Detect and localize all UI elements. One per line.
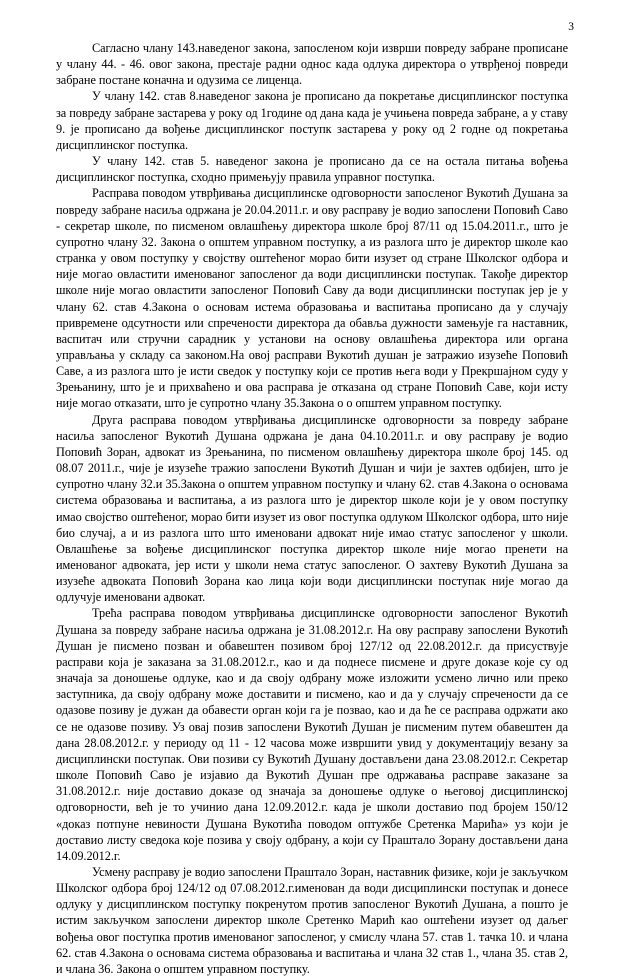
paragraph-first-hearing: Расправа поводом утврђивања дисциплинске одговорности запосленог Вукотић Душана за повреду забране насиља одржана је 20.04.2011.г. и ову расправу је водио запослени Поповић Саво - секретар школе, по писменом овлашћењу директора школе број 87/11 од 15.04.2011.г., што је супротно члану 32. Закона о општем управном поступку, а из разлога што је директор школе као странка у овом поступку у својству оштећеног морао бити изузет од стране Школског одбора и није могао овластити именованог запосленог да води дисциплински поступак. Такође директор школе није могао овластити запосленог Поповић Саву да води дисциплински поступак јер је у члану 62. став 4.Закона о основам истема образовања и васпитања прописано да у случају привремене одсутности или спречености директора да обавља дужности замењује га наставник, васпитач или стручни сарадник у установи на основу овлашћења директора или органа управљања у складу са законом.На овој расправи Вукотић душан је затражио изузеће Поповић Саве, а из разлога што је исти сведок у поступку који се против њега води у Прекршајном суду у Зрењанину, што је и прихваћено и ова расправа је отказана од стране Поповић Саве, који исту није могао отказати, што је супротно члану 35.Закона о о општем управном поступку. [56, 186, 568, 411]
paragraph-oral-hearing: Усмену расправу је водио запослени Праштало Зоран, наставник физике, који је закључком Школског одбора број 124/12 од 07.08.2012.г.именован да води дисциплински поступак и донесе одлуку у дисциплинском поступку покренутом против запосленог Вукотић Душана, а пошто је истим закључком запослени директор школе Сретенко Марић као оштећени изузет од даљег вођења овог поступка против именованог запосленог, у смислу члана 57. став 1. тачка 10. и члана 62. став 4.Закона о основама система образовања и васпитања и члана 32 став 1., члана 35. став 2, и члана 36. Закона о општем управном поступку. [56, 864, 568, 976]
paragraph-third-hearing: Трећа расправа поводом утврђивања дисциплинске одговорности запосленог Вукотић Душана за повреду забране насиља одржана је 31.08.2012.г. На ову расправу запослени Вукотић Душан је писмено позван и обавештен позивом број 127/12 од 22.08.2012.г. да присуствује расправи која је заказана за 31.08.2012.г., као и да поднесе писмене и друге доказе које су од значаја за доношење одлуке, као и да своју одбрану може изложити усмено лично или преко заступника, да своју одбрану може доставити и писмено, као и да у случају спречености да се одазове позиву је дужан да обавести орган који га је позвао, као и да ће се расправа одржати ако се не одазове позиву. Уз овај позив запослени Вукотић Душан је писменим путем обавештен да дана 28.08.2012.г. у периоду од 11 - 12 часова може извршити увид у документацију везану за дисциплински поступак. Ови позиви су Вукотић Душану достављени дана 23.08.2012.г. Секретар школе Поповић Саво је изјавио да Вукотић Душан пре одржавања расправе заказане за 31.08.2012.г. није доставио доказе од значаја за доношење одлуке о његовој дисциплинској одговорности, већ је то учинио дана 12.09.2012.г. када је школи доставио под бројем 150/12 «доказ потпуне невиности Душана Вукотића поводом оптужбе Сретенка Марића» уз који је доставио листу сведока које позива у своју одбрану, а који су Праштало Зорану достављени дана 14.09.2012.г. [56, 606, 568, 863]
page-number: 3 [568, 21, 574, 33]
paragraph-article-142-procedure: У члану 142. став 5. наведеног закона је прописано да се на остала питања вођења дисциплинског поступка, сходно примењују правила управног поступка. [56, 154, 568, 185]
paragraph-second-hearing: Друга расправа поводом утврђивања дисциплинске одговорности за повреду забране насиља запосленог Вукотић Душана одржана је дана 04.10.2011.г. и ову расправу је водио Поповић Зоран, адвокат из Зрењанина, по писменом овлашћењу директора школе број 145. од 08.07 2011.г., чије је изузеће тражио запослени Вукотић Душан и чији је захтев одбијен, што је супротно члану 32.и 35.Закона о општем управном поступку и члану 62. став 4.Закона о основама система образовања и васпитања, а из разлога што је директор школе који је у овом поступку имао својство оштећеног, морао бити изузет из овог поступка одлуком Школског одбора, што није био случај, а и из разлога што што именовани адвокат није имао статус запосленог у школи. Овлашћење за вођење дисциплинског поступка директор школе није могао пренети на именованог адвоката, јер исти у школи нема статус запосленог. О захтеву Вукотић Душана за изузеће адвоката Поповић Зорана као лица који води дисциплински поступак није могао да одлучује именовани адвокат. [56, 412, 568, 605]
paragraph-article-142-statute: У члану 142. став 8.наведеног закона је прописано да покретање дисциплинског поступка за повреду забране застарева у року од 1годинe од дана када је учињена повреда забране, а у ставу 9. је прописано да вођење дисциплинског поступк застарева у року од 2 годне од покретања дисциплинског поступка. [56, 89, 568, 152]
paragraph-article-143: Сагласно члану 143.наведеног закона, запосленом који изврши повреду забране прописане у члану 44. - 46. овог закона, престаје радни однос када одлука директора о утврђеној повреди забране постане коначна и одузима се лиценца. [56, 41, 568, 88]
document-body [56, 40, 568, 977]
